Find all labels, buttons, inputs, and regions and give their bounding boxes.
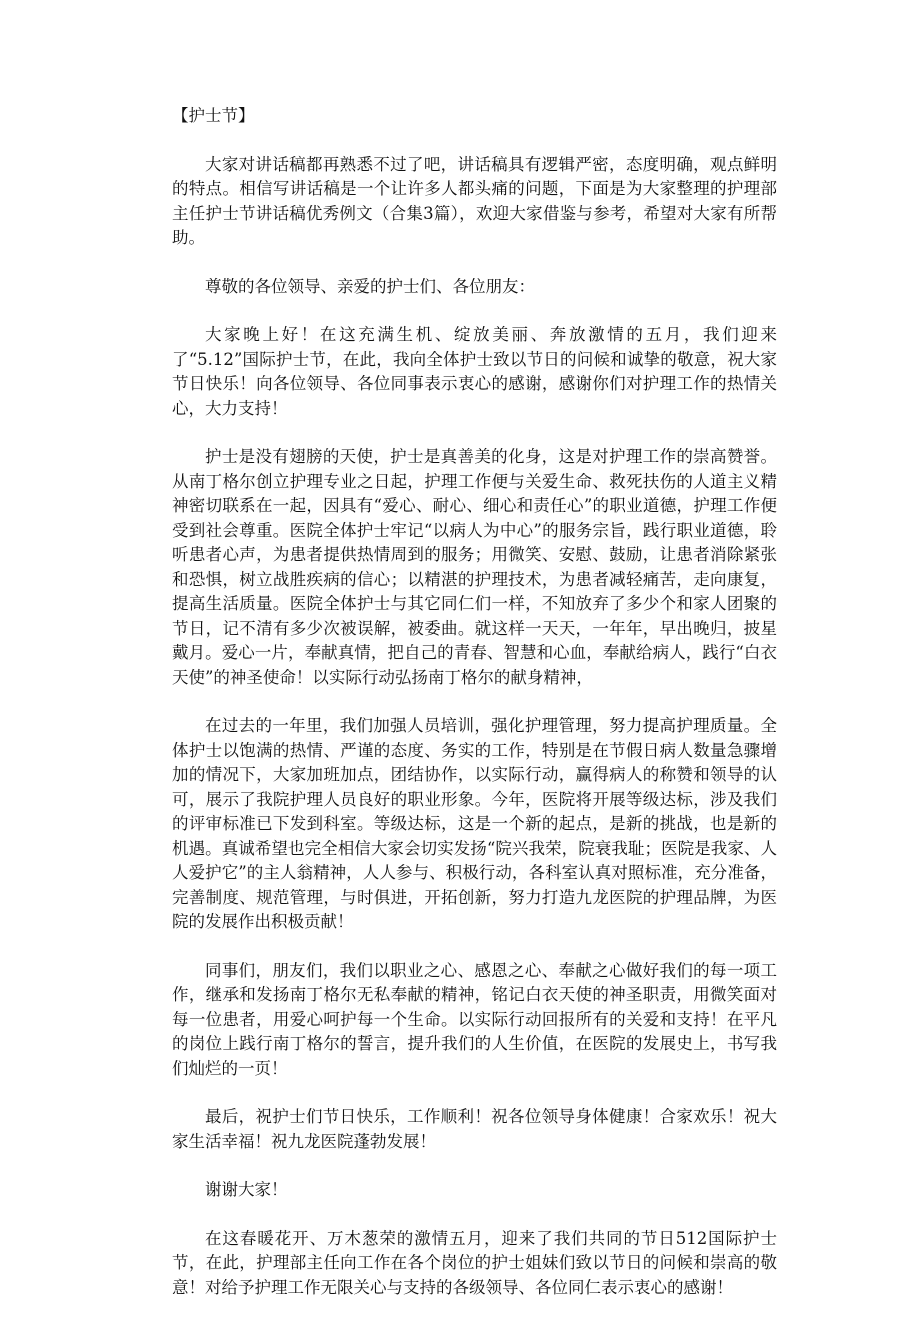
paragraph-colleagues: 同事们，朋友们，我们以职业之心、感恩之心、奉献之心做好我们的每一项工作，继承和发扬南丁格尔无私奉献的精神，铭记白衣天使的神圣职责，用微笑面对每一位患者，用爱心呵护每一个生命。以实际行动回报所有的关爱和支持！在平凡的岗位上践行南丁格尔的誓言，提升我们的人生价值，在医院的发展史上，书写我们灿烂的一页！ (172, 960, 777, 1078)
paragraph-intro: 大家对讲话稿都再熟悉不过了吧，讲话稿具有逻辑严密，态度明确，观点鲜明的特点。相信写讲话稿是一个让许多人都头痛的问题，下面是为大家整理的护理部主任护士节讲话稿优秀例文（合集3篇），欢迎大家借鉴与参考，希望对大家有所帮助。 (172, 154, 777, 247)
paragraph-greeting: 大家晚上好！在这充满生机、绽放美丽、奔放激情的五月，我们迎来了“5.12”国际护士节，在此，我向全体护士致以节日的问候和诚挚的敬意，祝大家节日快乐！向各位领导、各位同事表示衷心的感谢，感谢你们对护理工作的热情关心，大力支持！ (172, 325, 777, 418)
document-title: 【护士节】 (172, 106, 255, 125)
paragraph-angels: 护士是没有翅膀的天使，护士是真善美的化身，这是对护理工作的崇高赞誉。从南丁格尔创立护理专业之日起，护理工作便与关爱生命、救死扶伤的人道主义精神密切联系在一起，因具有“爱心、耐心、细心和责任心”的职业道德，护理工作便受到社会尊重。医院全体护士牢记“以病人为中心”的服务宗旨，践行职业道德，聆听患者心声，为患者提供热情周到的服务；用微笑、安慰、鼓励，让患者消除紧张和恐惧，树立战胜疾病的信心；以精湛的护理技术，为患者减轻痛苦，走向康复，提高生活质量。医院全体护士与其它同仁们一样，不知放弃了多少个和家人团聚的节日，记不清有多少次被误解，被委曲。就这样一天天，一年年，早出晚归，披星戴月。爱心一片，奉献真情，把自己的青春、智慧和心血，奉献给病人，践行“白衣天使”的神圣使命！以实际行动弘扬南丁格尔的献身精神， (172, 447, 777, 687)
paragraph-salutation: 尊敬的各位领导、亲爱的护士们、各位朋友： (205, 276, 535, 296)
paragraph-past-year: 在过去的一年里，我们加强人员培训，强化护理管理，努力提高护理质量。全体护士以饱满的热情、严谨的态度、务实的工作，特别是在节假日病人数量急骤增加的情况下，大家加班加点，团结协作，以实际行动，赢得病人的称赞和领导的认可，展示了我院护理人员良好的职业形象。今年，医院将开展等级达标，涉及我们的评审标准已下发到科室。等级达标，这是一个新的起点，是新的挑战，也是新的机遇。真诚希望也完全相信大家会切实发扬“院兴我荣，院衰我耻；医院是我家、人人爱护它”的主人翁精神，人人参与、积极行动，各科室认真对照标准，充分准备，完善制度、规范管理，与时俱进，开拓创新，努力打造九龙医院的护理品牌，为医院的发展作出积极贡献！ (172, 716, 777, 931)
document-body (172, 104, 777, 1324)
paragraph-thanks: 谢谢大家！ (205, 1180, 288, 1199)
paragraph-closing-wishes: 最后，祝护士们节日快乐，工作顺利！祝各位领导身体健康！合家欢乐！祝大家生活幸福！祝九龙医院蓬勃发展！ (172, 1107, 777, 1151)
paragraph-second-speech: 在这春暖花开、万木葱荣的激情五月，迎来了我们共同的节日512国际护士节，在此，护理部主任向工作在各个岗位的护士姐妹们致以节日的问候和崇高的敬意！对给予护理工作无限关心与支持的各级领导、各位同仁表示衷心的感谢！ (172, 1228, 777, 1297)
